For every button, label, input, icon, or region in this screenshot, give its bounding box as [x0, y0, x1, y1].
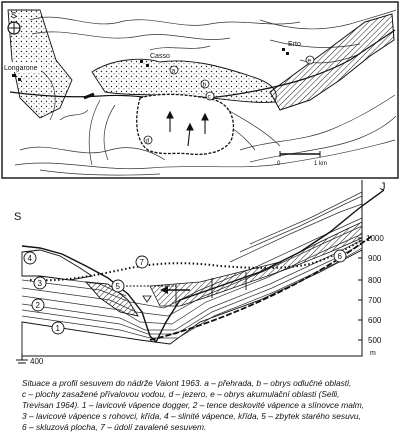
elevation-label-700: 700: [368, 296, 382, 305]
elevation-unit: m: [370, 350, 376, 357]
svg-text:5: 5: [115, 282, 120, 291]
caption-line: Situace a profil sesuvem do nádrže Vaiont 1963. a – přehrada, b – obrys odlučné oblasti,: [22, 378, 352, 388]
place-label-longarone: Longarone: [4, 65, 38, 72]
scale-end-label: 1 km: [314, 161, 328, 167]
lake-level-marker: [143, 296, 151, 302]
reservoir-lake: [270, 14, 394, 110]
figure-caption: [22, 378, 394, 433]
svg-text:4: 4: [27, 254, 32, 263]
place-label-erto: Erto: [288, 41, 301, 48]
compass-icon: [8, 22, 20, 34]
dam-marker: [84, 94, 94, 98]
elevation-label-500: 500: [368, 336, 382, 345]
svg-text:7: 7: [139, 258, 144, 267]
base-level-label: 400: [30, 357, 44, 366]
svg-text:2: 2: [35, 301, 40, 310]
caption-line: Trevisan 1964). 1 – lavicové vápence dogger, 2 – tence deskovité vápence a slínovce malm,: [22, 400, 365, 410]
svg-text:b: b: [202, 81, 207, 89]
svg-text:6: 6: [337, 252, 342, 261]
svg-text:c: c: [207, 93, 211, 101]
elevation-label-1000: 1000: [366, 234, 384, 243]
scale-start-label: 0: [277, 161, 281, 167]
caption-line: c – plochy zasažené přívalovou vodou, d – jezero, e – obrys akumulační oblasti (Selli,: [22, 389, 340, 399]
caption-line: 3 – lavicové vápence s rohovci, křída, 4 – slinité vápence, křída, 5 – zbytek starého sesuvu,: [22, 411, 361, 421]
cross-section-profile: [14, 180, 386, 366]
svg-text:1: 1: [55, 324, 60, 333]
elevation-label-600: 600: [368, 316, 382, 325]
svg-text:a: a: [171, 67, 176, 75]
detachment-outline: [137, 94, 234, 154]
svg-text:3: 3: [37, 279, 42, 288]
svg-text:e: e: [307, 57, 312, 65]
elevation-label-800: 800: [368, 276, 382, 285]
site-map: [2, 2, 398, 178]
elevation-label-900: 900: [368, 254, 382, 263]
caption-line: 6 – skluzová plocha, 7 – údolí zavalené sesuvem.: [22, 422, 207, 432]
place-label-casso: Casso: [150, 53, 170, 60]
compass-north-label: S: [11, 11, 17, 20]
profile-side-right: J: [380, 181, 386, 193]
profile-side-left: S: [14, 211, 22, 223]
svg-text:d: d: [145, 137, 150, 145]
